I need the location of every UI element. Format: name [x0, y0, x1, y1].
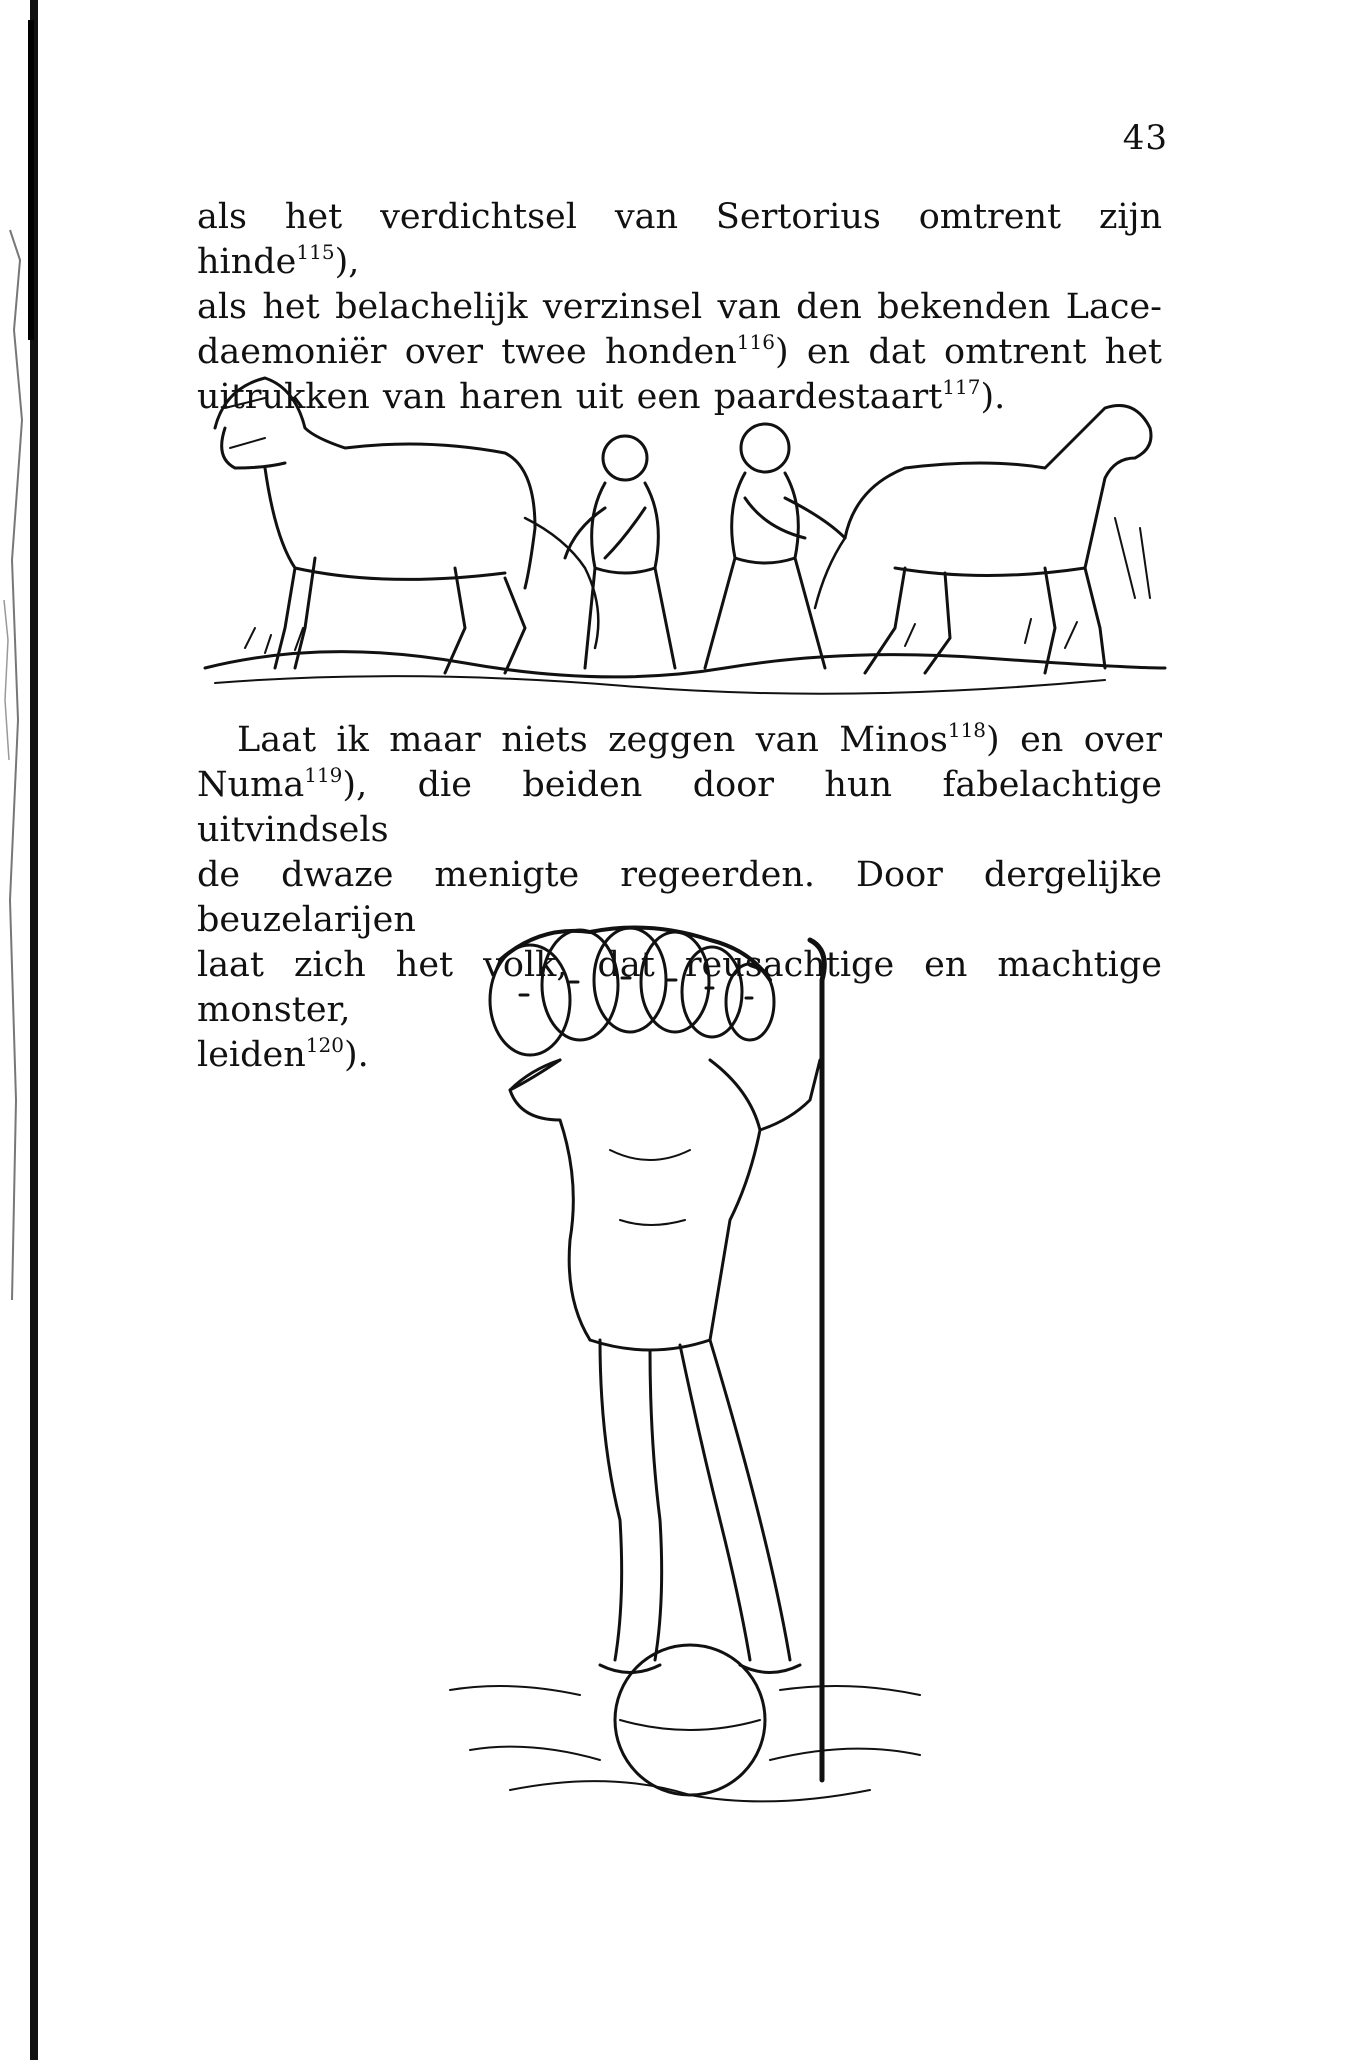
paragraph-1-line-1: als het verdichtsel van Sertorius omtrent zijn hinde$^{115}$),: [197, 197, 1162, 282]
paragraph-2-line-5: leiden$^{120}$).: [197, 1033, 369, 1075]
woodcut-many-headed-monster-illustration: [450, 920, 930, 1800]
footnote-ref-115: 115: [296, 240, 335, 264]
footnote-ref-120: 120: [305, 1033, 344, 1057]
footnote-ref-117: 117: [942, 375, 981, 399]
paragraph-1-line-3: daemoniër over twee honden$^{116}$) en dat omtrent het: [197, 330, 1162, 372]
footnote-ref-118: 118: [947, 718, 987, 742]
footnote-ref-116: 116: [736, 330, 775, 354]
paragraph-2-line-2: Numa$^{119}$), die beiden door hun fabelachtige uitvindsels: [197, 763, 1162, 850]
page-number: 43: [1122, 118, 1168, 158]
woodcut-horses-illustration: [205, 368, 1165, 698]
paragraph-1-line-4: uitrukken van haren uit een paardestaart$^{117}$).: [197, 375, 1006, 417]
paragraph-2-line-4: laat zich het volk, dat reusachtige en machtige monster,: [197, 945, 1162, 1030]
footnote-ref-119: 119: [304, 763, 343, 787]
paragraph-2-line-1: Laat ik maar niets zeggen van Minos$^{118}$) en over: [237, 718, 1163, 760]
paragraph-1-line-2: als het belachelijk verzinsel van den bekenden Lace-: [197, 287, 1162, 327]
paragraph-2-line-3: de dwaze menigte regeerden. Door dergelijke beuzelarijen: [197, 855, 1162, 940]
binding-edge: [0, 0, 60, 2060]
